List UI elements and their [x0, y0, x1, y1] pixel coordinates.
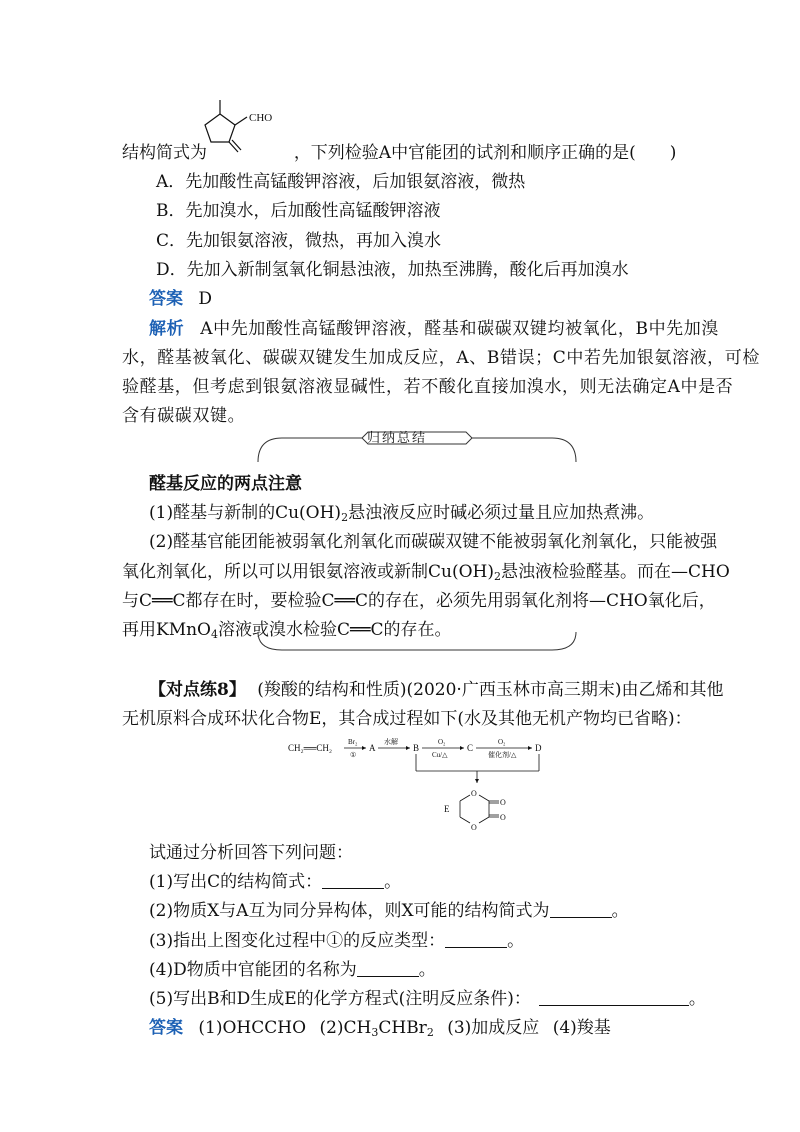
svg-text:O: O [500, 798, 506, 807]
analysis-line-1: 解析 A中先加酸性高锰酸钾溶液，醛基和碳碳双键均被氧化，B中先加溴 [149, 319, 719, 339]
svg-text:Cu/△: Cu/△ [432, 751, 448, 759]
question-4: (4)D物质中官能团的名称为 。 [149, 960, 436, 980]
option-d: D．先加入新制氢氧化铜悬浊液，加热至沸腾，酸化后再加溴水 [156, 260, 629, 280]
svg-text:Br₂: Br₂ [348, 738, 358, 746]
svg-text:催化剂/△: 催化剂/△ [488, 751, 517, 759]
summary-p2-line1: (2)醛基官能团能被弱氧化剂氧化而碳碳双键不能被弱氧化剂氧化，只能被强 [149, 532, 718, 552]
option-b: B．先加溴水，后加酸性高锰酸钾溶液 [156, 201, 441, 221]
synthesis-scheme [286, 735, 558, 835]
compound-d-label: D [535, 743, 542, 753]
ethylene-label: CH₂══CH₂ [288, 743, 333, 753]
compound-e-label: E [444, 804, 450, 814]
final-answer-line: 答案 (1)OHCCHO $(2)CH_3CHBr_2$ (3)加成反应 (4)羧基 [149, 1018, 611, 1039]
svg-text:水解: 水解 [384, 738, 398, 746]
answer-blank-3[interactable] [445, 931, 507, 948]
answer-label: 答案 [149, 289, 183, 309]
practice-line-1: 【对点练8】 (羧酸的结构和性质)(2020·广西玉林市高三期末)由乙烯和其他 [149, 680, 724, 700]
summary-p2-line2: 氧化剂氧化，所以可以用银氨溶液或新制$Cu(OH)_2$悬浊液检验醛基。而在—CHO [122, 562, 730, 583]
summary-p2-line3: 与C══C都存在时，要检验C══C的存在，必须先用弱氧化剂将—CHO氧化后， [122, 591, 716, 611]
compound-b-label: B [413, 743, 420, 753]
analysis-label: 解析 [149, 319, 185, 339]
question-3: (3)指出上图变化过程中①的反应类型： 。 [149, 931, 525, 951]
svg-text:O: O [471, 823, 477, 832]
summary-p2-line4: 再用KMnO$_4$溶液或溴水检验C══C的存在。 [122, 620, 452, 641]
answer-line: 答案 D [149, 289, 213, 309]
summary-box-bottom-frame [256, 630, 578, 656]
question-stem: 结构简式为 ，下列检验A中官能团的试剂和顺序正确的是( ) [122, 143, 677, 163]
compound-c-label: C [467, 743, 474, 753]
analysis-line-2: 水，醛基被氧化、碳碳双键发生加成反应，A、B错误；C中若先加银氨溶液，可检 [122, 348, 760, 368]
svg-text:O₂: O₂ [438, 738, 446, 746]
answer-blank-4[interactable] [357, 960, 419, 977]
answer-blank-2[interactable] [550, 901, 612, 918]
final-answer-label: 答案 [149, 1018, 183, 1038]
cho-label: CHO [249, 112, 273, 124]
answer-blank-1[interactable] [322, 872, 384, 889]
analysis-line-3: 验醛基，但考虑到银氨溶液显碱性，若不酸化直接加溴水，则无法确定A中是否 [122, 377, 734, 397]
practice-line-2: 无机原料合成环状化合物E，其合成过程如下(水及其他无机产物均已省略)： [122, 709, 692, 729]
summary-box-title: 归纳总结 [367, 431, 428, 446]
question-2: (2)物质X与A互为同分异构体，则X可能的结构简式为 。 [149, 901, 629, 921]
svg-text:O: O [500, 813, 506, 822]
svg-text:①: ① [350, 751, 357, 759]
question-5: (5)写出B和D生成E的化学方程式(注明反应条件)： 。 [149, 989, 706, 1009]
svg-text:O: O [471, 789, 477, 798]
summary-heading: 醛基反应的两点注意 [149, 474, 302, 494]
option-c: C．先加银氨溶液，微热，再加入溴水 [156, 231, 442, 251]
answer-blank-5[interactable] [539, 989, 689, 1006]
questions-intro: 试通过分析回答下列问题： [149, 843, 353, 863]
option-a: A．先加酸性高锰酸钾溶液，后加银氨溶液，微热 [156, 172, 526, 192]
svg-text:O₂: O₂ [498, 738, 506, 746]
compound-a-label: A [369, 743, 376, 753]
question-1: (1)写出C的结构简式： 。 [149, 872, 402, 892]
summary-p1: (1)醛基与新制的$Cu(OH)_2$悬浊液反应时碱必须过量且应加热煮沸。 [149, 503, 655, 524]
practice-title: 【对点练8】 [149, 680, 246, 700]
analysis-line-4: 含有碳碳双键。 [122, 406, 246, 426]
